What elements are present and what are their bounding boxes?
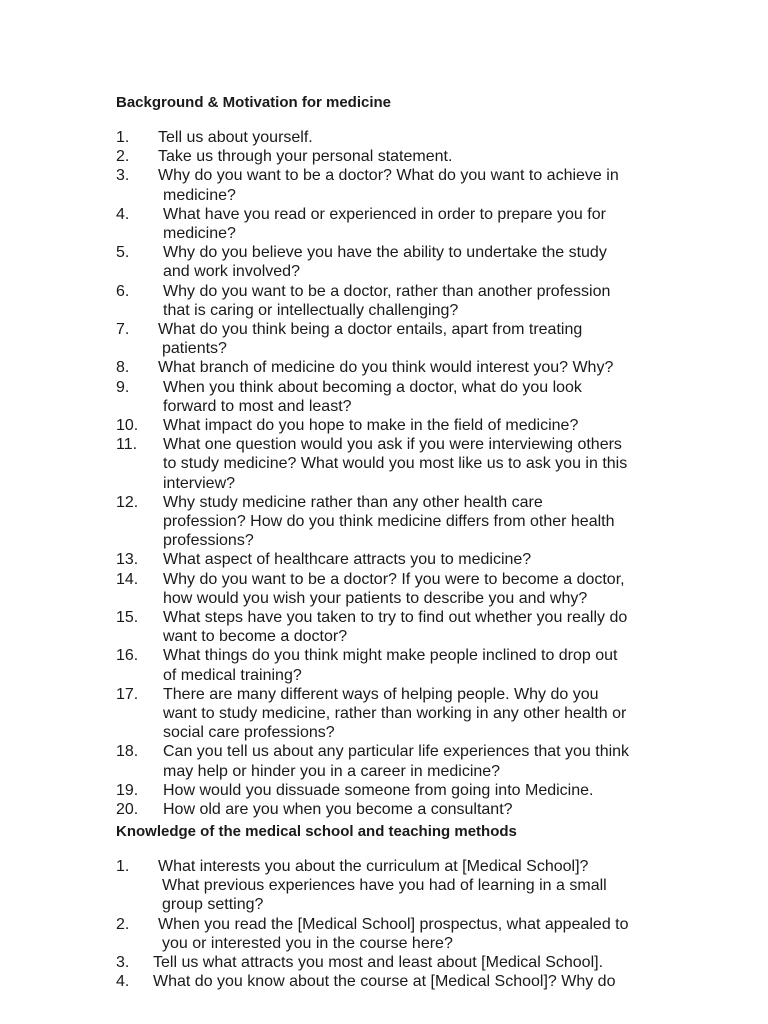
section1-item-text: medicine? [163, 225, 236, 242]
section1-item-number: 19. [116, 781, 139, 799]
section1-item-text: Why do you want to be a doctor, rather than another profession [163, 282, 611, 300]
section2-item-text: What interests you about the curriculum at [Medical School]? [158, 858, 589, 875]
section1-item-text: social care professions? [163, 724, 335, 742]
section1-item-text: of medical training? [163, 666, 302, 684]
section1-item-text: patients? [162, 340, 227, 358]
section1-item-number: 11. [116, 436, 138, 454]
section2-item-text: group setting? [162, 896, 264, 914]
section1-item-text: What have you read or experienced in order to prepare you for [163, 205, 606, 223]
section1-item-text: Can you tell us about any particular life experiences that you think [163, 743, 630, 761]
section2-item-number: 2. [116, 915, 130, 933]
section2-item-number: 4. [116, 973, 130, 991]
section1-item-text: What do you think being a doctor entails, apart from treating [158, 321, 583, 338]
section1-item-number: 15. [116, 609, 139, 626]
section1-item-number: 10. [116, 417, 139, 434]
section1-item-text: want to become a doctor? [163, 628, 348, 646]
section1-item-number: 8. [116, 359, 130, 377]
section1-item-number: 3. [116, 167, 130, 185]
section2-item-number: 1. [116, 858, 130, 875]
section1-item-text: What aspect of healthcare attracts you to medicine? [163, 551, 532, 569]
section1-heading: Background & Motivation for medicine [116, 94, 392, 111]
section1-item-text: and work involved? [163, 263, 300, 281]
section1-item-number: 20. [116, 801, 139, 818]
section1-item-text: may help or hinder you in a career in medicine? [163, 762, 501, 780]
section1-item-text: that is caring or intellectually challenging? [163, 301, 459, 319]
section1-item-text: medicine? [163, 186, 236, 204]
section1-item-text: What impact do you hope to make in the field of medicine? [163, 417, 579, 434]
section2-item-text: you or interested you in the course here? [162, 934, 453, 952]
section2-item-text: Tell us what attracts you most and least about [Medical School]. [153, 954, 604, 971]
section1-item-text: Why do you want to be a doctor? What do you want to achieve in [158, 167, 619, 185]
section1-item-text: to study medicine? What would you most like us to ask you in this [163, 455, 628, 473]
section1-item-number: 18. [116, 743, 139, 761]
section1-item-text: What branch of medicine do you think would interest you? Why? [158, 359, 614, 377]
section1-item-text: how would you wish your patients to describe you and why? [163, 589, 588, 607]
section1-item-number: 2. [116, 148, 130, 166]
section1-item-number: 5. [116, 244, 130, 262]
section1-item-text: What one question would you ask if you were interviewing others [163, 436, 622, 454]
section2-item-number: 3. [116, 954, 130, 971]
section2-heading: Knowledge of the medical school and teaching methods [116, 823, 517, 840]
section1-item-text: Why do you want to be a doctor? If you were to become a doctor, [163, 570, 625, 588]
section1-item-number: 13. [116, 551, 139, 569]
section1-item-text: There are many different ways of helping people. Why do you [163, 685, 599, 703]
section1-item-text: profession? How do you think medicine differs from other health [163, 513, 615, 530]
section1-item-text: Why do you believe you have the ability to undertake the study [163, 244, 607, 262]
section1-item-text: forward to most and least? [163, 397, 352, 415]
section1-item-number: 17. [116, 685, 139, 703]
section1-item-text: How would you dissuade someone from going into Medicine. [163, 781, 594, 799]
section2-item-text: What do you know about the course at [Medical School]? Why do [153, 973, 616, 991]
section2-item-text: What previous experiences have you had of learning in a small [162, 877, 607, 895]
section1-item-text: professions? [163, 532, 254, 550]
section1-item-number: 6. [116, 282, 130, 300]
section1-item-text: want to study medicine, rather than working in any other health or [163, 705, 627, 722]
section1-item-text: How old are you when you become a consultant? [163, 801, 513, 818]
section1-item-number: 14. [116, 570, 139, 588]
section2-item-text: When you read the [Medical School] prospectus, what appealed to [158, 915, 629, 933]
section1-item-text: What steps have you taken to try to find out whether you really do [163, 609, 628, 626]
section1-item-text: When you think about becoming a doctor, what do you look [163, 378, 582, 396]
section1-item-number: 12. [116, 493, 139, 511]
section1-item-number: 16. [116, 647, 139, 665]
section1-item-number: 7. [116, 321, 130, 338]
section1-item-text: Tell us about yourself. [158, 129, 313, 146]
section1-item-text: interview? [163, 474, 236, 492]
section1-item-text: What things do you think might make people inclined to drop out [163, 647, 618, 665]
section1-item-number: 9. [116, 378, 130, 396]
section1-item-text: Why study medicine rather than any other health care [163, 493, 543, 511]
section1-item-number: 1. [116, 129, 130, 146]
section1-item-number: 4. [116, 205, 130, 223]
section1-item-text: Take us through your personal statement. [158, 148, 453, 166]
